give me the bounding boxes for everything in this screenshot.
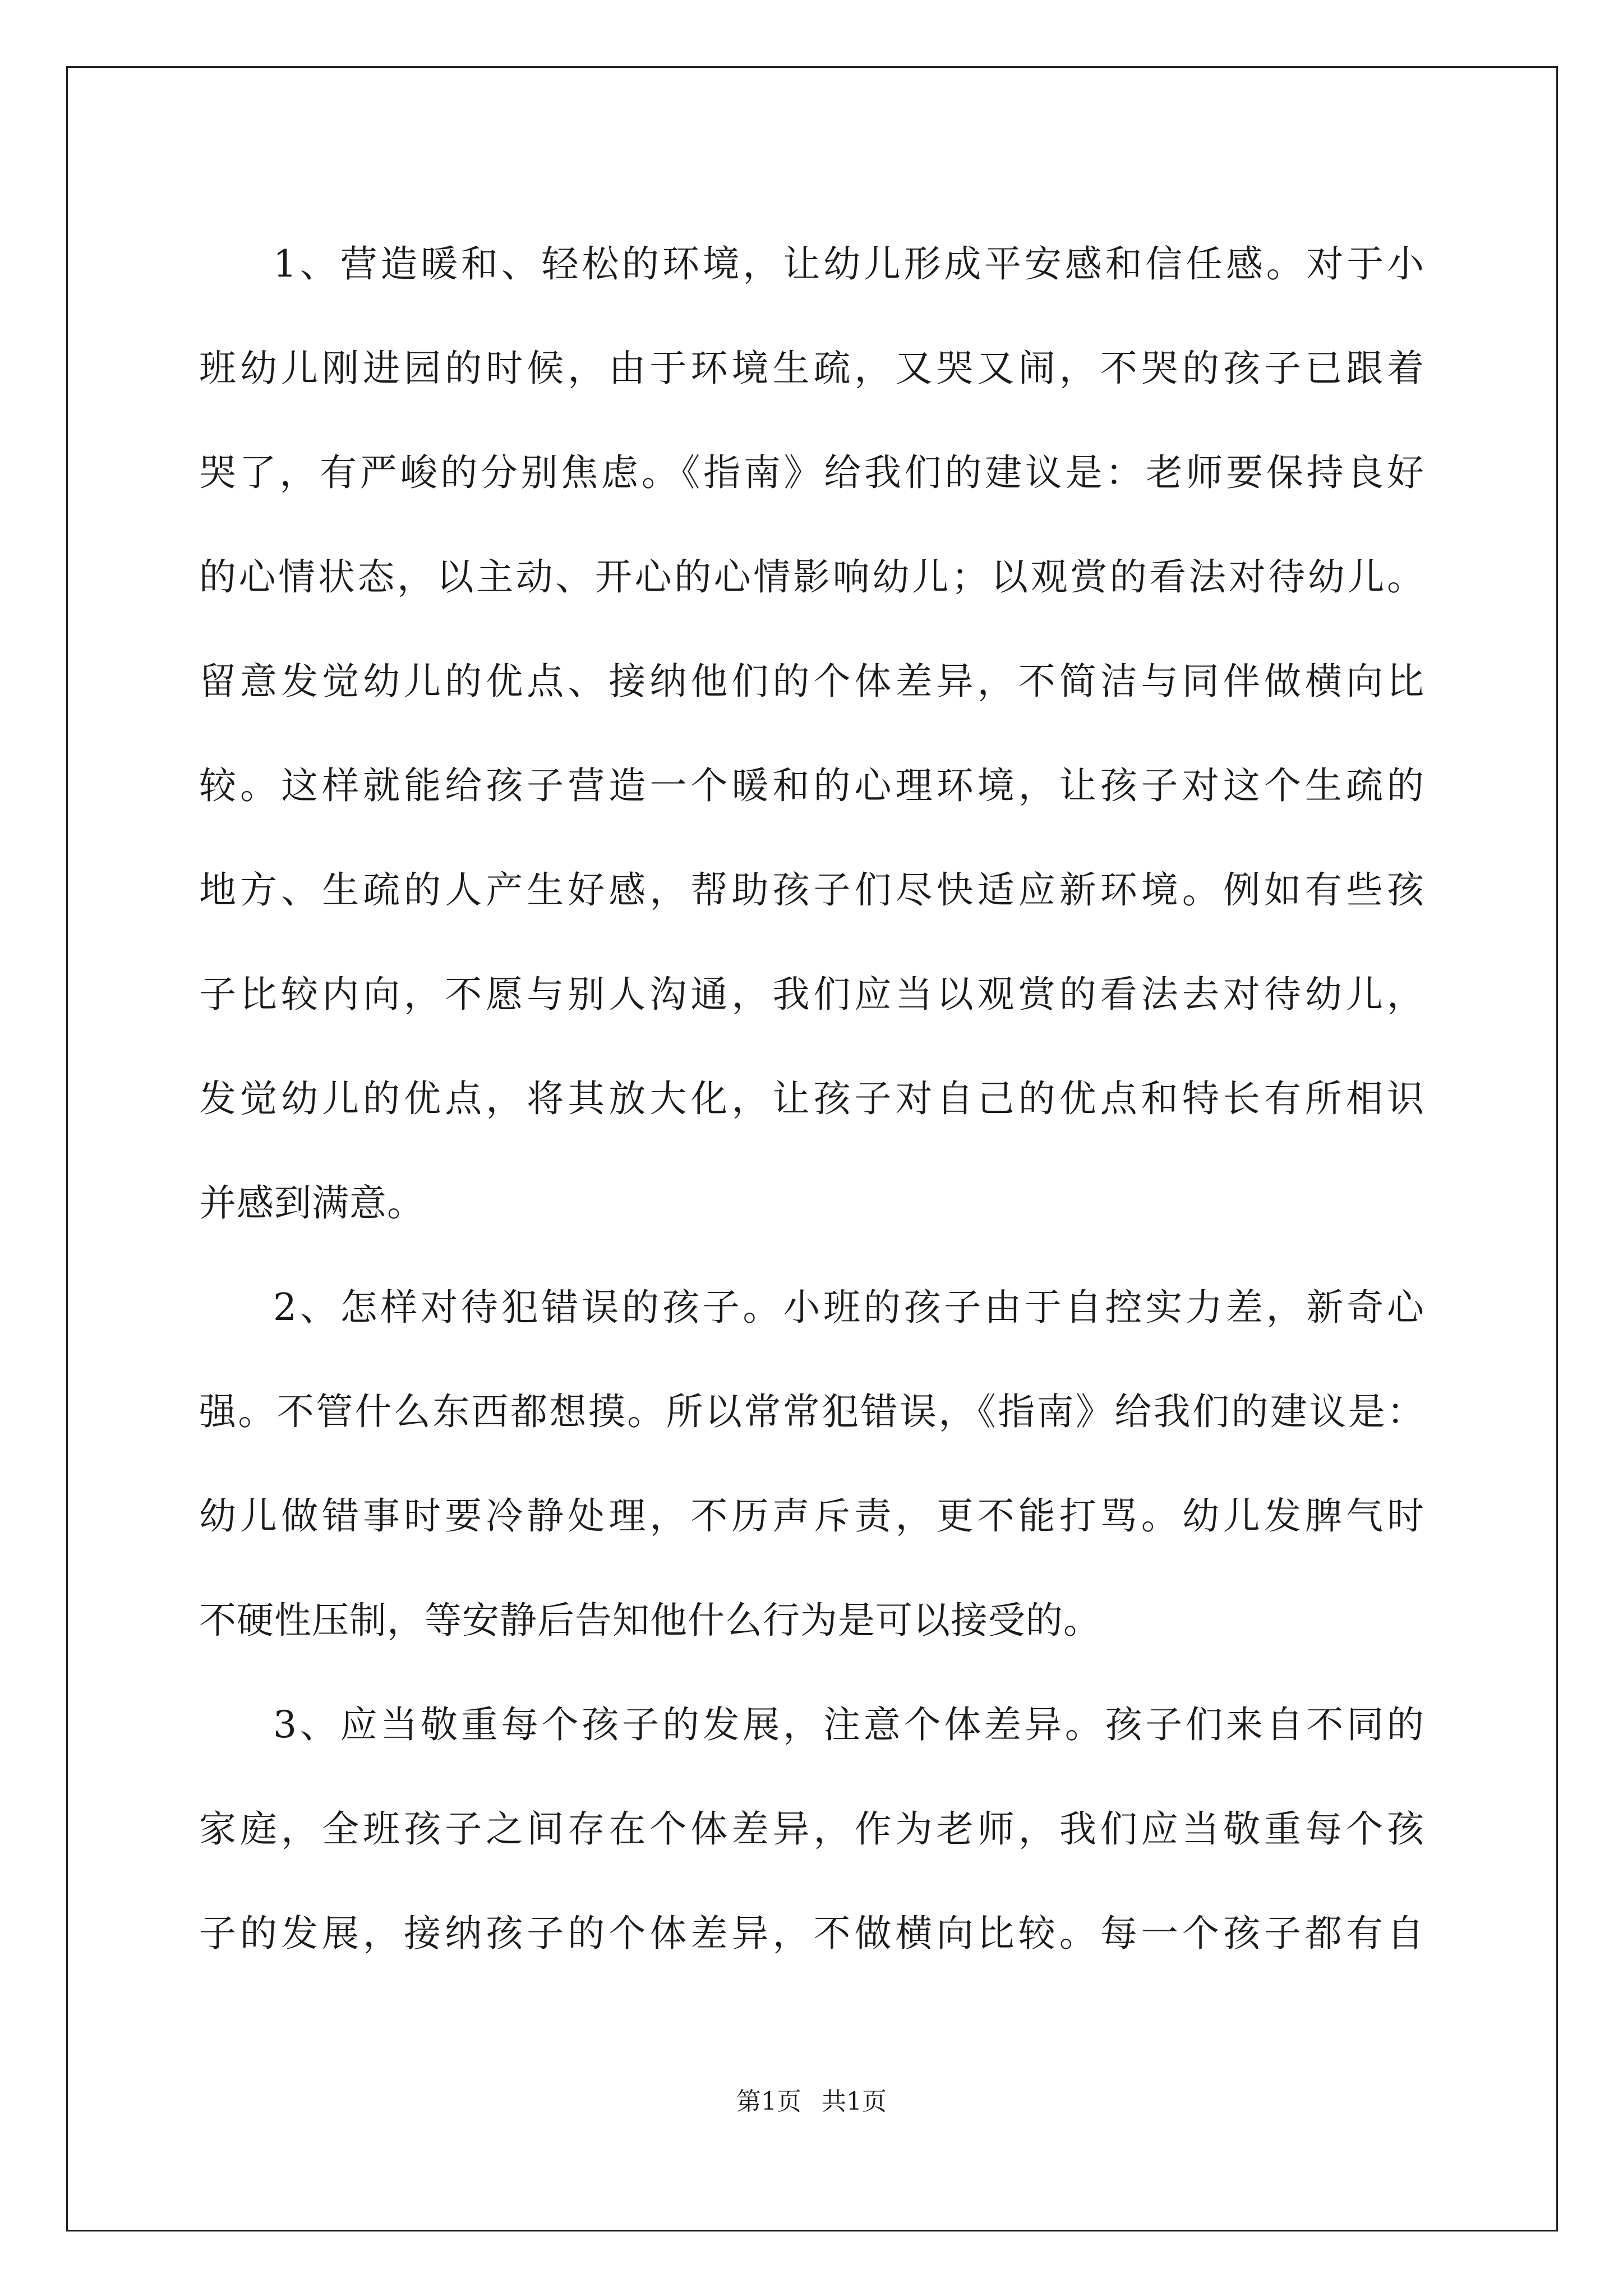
page-footer — [0, 2081, 1623, 2117]
document-body — [199, 212, 1424, 1986]
paragraph-1-line-10: 并感到满意。 — [199, 1181, 425, 1225]
paragraph-1-line-8: 子比较内向，不愿与别人沟通，我们应当以观赏的看法去对待幼儿， — [199, 973, 1424, 1016]
paragraph-1-line-2: 班幼儿刚进园的时候，由于环境生疏，又哭又闹，不哭的孩子已跟着 — [199, 347, 1424, 390]
paragraph-1-line-7: 地方、生疏的人产生好感，帮助孩子们尽快适应新环境。例如有些孩 — [199, 868, 1424, 912]
paragraph-2-line-4: 不硬性压制，等安静后告知他什么行为是可以接受的。 — [199, 1599, 1101, 1642]
paragraph-1-line-5: 留意发觉幼儿的优点、接纳他们的个体差异，不简洁与同伴做横向比 — [199, 660, 1424, 703]
paragraph-1-line-9: 发觉幼儿的优点，将其放大化，让孩子对自己的优点和特长有所相识 — [199, 1077, 1424, 1120]
page-total: 共1页 — [822, 2087, 887, 2116]
paragraph-2-line-1: 2、怎样对待犯错误的孩子。小班的孩子由于自控实力差，新奇心 — [273, 1286, 1424, 1329]
paragraph-1-line-4: 的心情状态，以主动、开心的心情影响幼儿；以观赏的看法对待幼儿。 — [199, 555, 1424, 599]
paragraph-3-line-2: 家庭，全班孩子之间存在个体差异，作为老师，我们应当敬重每个孩 — [199, 1807, 1424, 1851]
paragraph-2-line-2: 强。不管什么东西都想摸。所以常常犯错误，《指南》给我们的建议是： — [199, 1390, 1424, 1433]
paragraph-1-line-1: 1、营造暖和、轻松的环境，让幼儿形成平安感和信任感。对于小 — [273, 242, 1424, 286]
page-number: 第1页 — [736, 2087, 801, 2116]
paragraph-3-line-1: 3、应当敬重每个孩子的发展，注意个体差异。孩子们来自不同的 — [273, 1703, 1424, 1746]
paragraph-3-line-3: 子的发展，接纳孩子的个体差异，不做横向比较。每一个孩子都有自 — [199, 1912, 1424, 1955]
paragraph-1-line-3: 哭了，有严峻的分别焦虑。《指南》给我们的建议是：老师要保持良好 — [199, 451, 1424, 494]
paragraph-2-line-3: 幼儿做错事时要冷静处理，不历声斥责，更不能打骂。幼儿发脾气时 — [199, 1494, 1424, 1538]
paragraph-1-line-6: 较。这样就能给孩子营造一个暖和的心理环境，让孩子对这个生疏的 — [199, 764, 1424, 807]
